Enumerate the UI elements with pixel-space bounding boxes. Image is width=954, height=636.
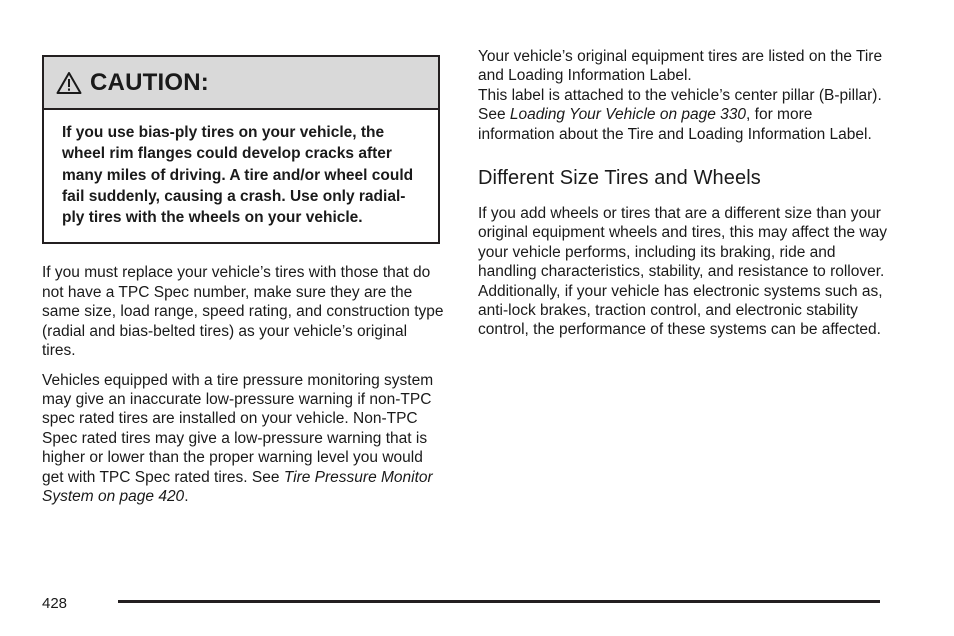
paragraph-replace-tires: If you must replace your vehicle’s tires with those that do not have a TPC Spec number, make sure they are the same size, load range, speed rating, and construction type (radial and bias-belted tires) as your vehicle’s original tires. [42, 264, 444, 360]
paragraph-text-c: , for more information about the Tire and Loading Information Label. [478, 106, 872, 143]
caution-text: If you use bias-ply tires on your vehicle, the wheel rim flanges could develop cracks after many miles of driving. A tire and/or wheel could fail suddenly, causing a crash. Use only radial-ply tires with the wheels on your vehicle. [62, 124, 414, 227]
paragraph-end: . [184, 487, 189, 505]
footer-rule [118, 600, 880, 603]
page-number: 428 [42, 595, 68, 612]
paragraph-tpms-warning [42, 371, 444, 507]
paragraph-text-a: Your vehicle’s original equipment tires are listed on the Tire and Loading Information Label. [478, 48, 883, 85]
paragraph-text: Vehicles equipped with a tire pressure monitoring system may give an inaccurate low-pressure warning if non-TPC spec rated tires are installed on your vehicle. Non-TPC Spec rated tires may give a low-pressure warning that is higher or lower than the proper warning level you would get with TPC Spec rated tires. See [42, 371, 434, 486]
caution-box [42, 55, 440, 244]
cross-reference-tpms: Tire Pressure Monitor System on page 420 [42, 468, 433, 505]
cross-reference-loading: Loading Your Vehicle on page 330 [509, 106, 747, 124]
paragraph-different-size: If you add wheels or tires that are a different size than your original equipment wheels and tires, this may affect the way your vehicle performs, including its braking, ride and handling characteristics, stability, and resistance to rollover. Additionally, if your vehicle has electronic systems such as, anti-lock brakes, traction control, and electronic stability control, the performance of these systems can be affected. [478, 205, 887, 339]
caution-header [44, 57, 438, 110]
right-column [478, 47, 888, 340]
caution-title: CAUTION: [90, 68, 209, 96]
section-heading: Different Size Tires and Wheels [478, 167, 761, 190]
left-column [42, 55, 444, 506]
paragraph-text-b: This label is attached to the vehicle’s center pillar (B-pillar). See [478, 86, 882, 124]
warning-triangle-icon [56, 71, 82, 95]
paragraph-loading-label [478, 47, 888, 144]
